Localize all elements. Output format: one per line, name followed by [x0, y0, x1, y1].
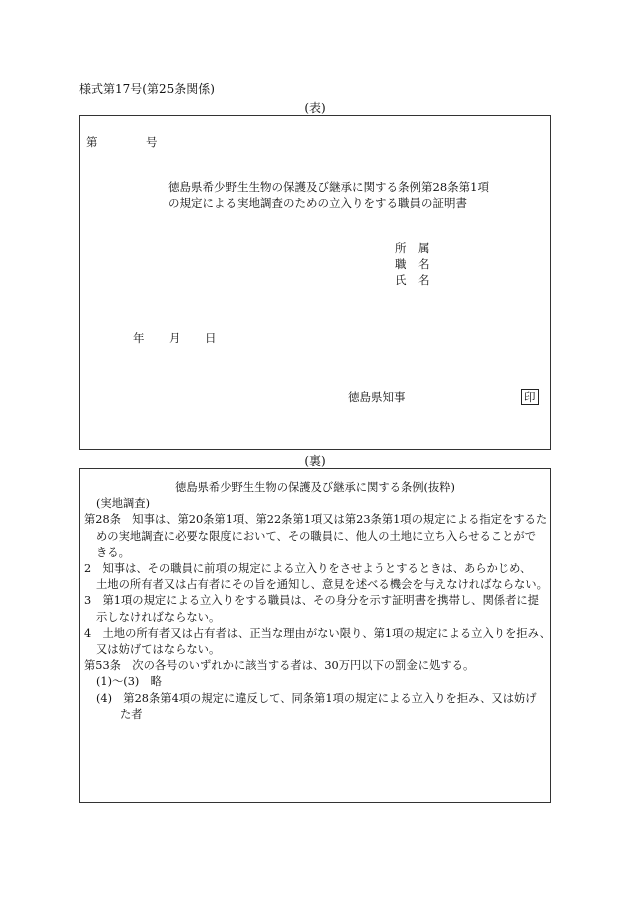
article-28-paragraph-2-line-1: 2 知事は、その職員に前項の規定による立入りをさせようとするときは、あらかじめ、: [84, 562, 532, 576]
article-28-paragraph-3-line-2: 示しなければならない。: [96, 610, 221, 624]
form-number: 様式第17号(第25条関係): [79, 82, 215, 96]
back-side-label: (裏): [304, 454, 326, 468]
issuer: 徳島県知事: [348, 390, 406, 404]
article-28-paragraph-1-line-1: 第28条 知事は、第20条第1項、第22条第1項又は第23条第1項の規定による指定をするた: [84, 513, 548, 527]
article-28-paragraph-1-line-2: めの実地調査に必要な限度において、その職員に、他人の土地に立ち入らせることがで: [96, 529, 537, 543]
certificate-number-prefix: 第: [86, 135, 98, 149]
field-affiliation: 所 属: [395, 241, 430, 255]
excerpt-title: 徳島県希少野生生物の保護及び継承に関する条例(抜粋): [175, 481, 455, 494]
article-28-paragraph-2-line-2: 土地の所有者又は占有者にその旨を通知し、意見を述べる機会を与えなければならない。: [96, 578, 548, 592]
article-53-items-1-3: (1)～(3) 略: [96, 675, 162, 689]
article-28-paragraph-3-line-1: 3 第1項の規定による立入りをする職員は、その身分を示す証明書を携帯し、関係者に提: [84, 594, 539, 608]
date-day: 日: [205, 331, 217, 345]
certificate-back: [79, 468, 551, 803]
certificate-title-line1: 徳島県希少野生生物の保護及び継承に関する条例第28条第1項: [168, 180, 489, 194]
excerpt-heading: (実地調査): [96, 497, 151, 511]
article-28-paragraph-4-line-1: 4 土地の所有者又は占有者は、正当な理由がない限り、第1項の規定による立入りを拒み、: [84, 626, 551, 640]
article-28-paragraph-1-line-3: きる。: [96, 545, 130, 559]
article-28-paragraph-4-line-2: 又は妨げてはならない。: [96, 643, 221, 657]
article-53-item-4-line-2: た者: [120, 707, 143, 721]
certificate-title-line2: の規定による実地調査のための立入りをする職員の証明書: [168, 196, 467, 210]
ordinance-excerpt: [84, 480, 551, 723]
field-position: 職 名: [395, 257, 430, 271]
date-month: 月: [169, 331, 181, 345]
article-53-line-1: 第53条 次の各号のいずれかに該当する者は、30万円以下の罰金に処する。: [84, 659, 475, 673]
date-year: 年: [133, 331, 145, 345]
front-side-label: (表): [304, 101, 326, 115]
certificate-front: [79, 115, 551, 450]
field-name: 氏 名: [395, 273, 430, 287]
certificate-number-suffix: 号: [146, 135, 158, 149]
seal-mark: 印: [521, 389, 539, 405]
article-53-item-4-line-1: (4) 第28条第4項の規定に違反して、同条第1項の規定による立入りを拒み、又は妨げ: [96, 691, 537, 705]
